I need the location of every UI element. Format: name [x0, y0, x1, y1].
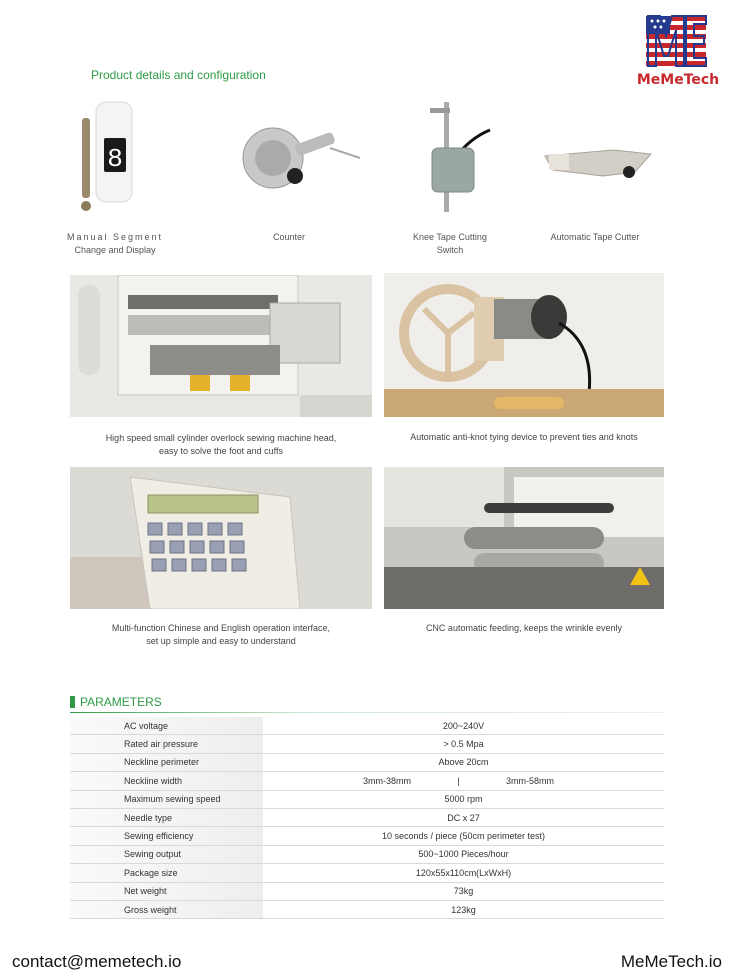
param-value: 200~240V — [263, 717, 664, 735]
thumb-segment-display — [78, 98, 138, 223]
caption-line: Multi-function Chinese and English operation interface, — [111, 623, 331, 633]
param-label: Sewing output — [70, 845, 263, 863]
table-row — [70, 753, 664, 771]
param-label: Rated air pressure — [70, 735, 263, 753]
photo-control-panel — [70, 467, 372, 609]
caption-line: Automatic Tape Cutter — [550, 232, 640, 242]
brand-name: MeMeTech — [636, 72, 720, 88]
thumb-knee-switch — [410, 98, 500, 223]
table-row — [70, 864, 664, 882]
param-value: Above 20cm — [263, 753, 664, 771]
param-label: Neckline width — [70, 772, 263, 790]
photo-caption-4 — [373, 622, 675, 635]
param-value: 120x55x110cm(LxWxH) — [263, 864, 664, 882]
thumb-caption-3 — [400, 231, 500, 257]
param-label: Needle type — [70, 808, 263, 826]
table-row — [70, 900, 664, 918]
photo-caption-3 — [70, 622, 372, 648]
section-title: Product details and configuration — [91, 68, 266, 82]
table-row — [70, 845, 664, 863]
thumb-caption-2 — [244, 231, 334, 244]
photo-cnc-feeding — [384, 467, 664, 609]
photo-caption-2 — [373, 431, 675, 444]
parameters-title: PARAMETERS — [80, 695, 162, 709]
flag-logo-icon — [644, 12, 708, 70]
caption-line: easy to solve the foot and cuffs — [159, 446, 283, 456]
thumb-tape-cutter — [543, 142, 655, 192]
param-separator: | — [457, 775, 460, 786]
table-row — [70, 882, 664, 900]
thumb-counter — [235, 118, 365, 203]
caption-line: set up simple and easy to understand — [146, 636, 296, 646]
table-row — [70, 827, 664, 845]
param-label: Neckline perimeter — [70, 753, 263, 771]
caption-line: Automatic anti-knot tying device to prevent ties and knots — [410, 432, 638, 442]
table-row — [70, 772, 664, 790]
table-row — [70, 735, 664, 753]
photo-anti-knot — [384, 273, 664, 417]
parameters-table — [70, 717, 664, 919]
table-row — [70, 790, 664, 808]
thumb-caption-4 — [545, 231, 645, 244]
param-label: AC voltage — [70, 717, 263, 735]
caption-line: Manual Segment — [66, 232, 164, 242]
param-value: 73kg — [263, 882, 664, 900]
caption-line: Change and Display — [74, 245, 156, 255]
param-value: > 0.5 Mpa — [263, 735, 664, 753]
divider — [70, 712, 664, 713]
table-row — [70, 808, 664, 826]
param-value-b: 3mm-58mm — [505, 775, 554, 786]
param-value: DC x 27 — [263, 808, 664, 826]
param-value-a: 3mm-38mm — [363, 775, 412, 786]
caption-line: Knee Tape Cutting — [413, 232, 487, 242]
param-label: Maximum sewing speed — [70, 790, 263, 808]
caption-line: Counter — [272, 232, 306, 242]
parameters-heading — [70, 695, 162, 709]
param-label: Net weight — [70, 882, 263, 900]
param-value: 123kg — [263, 900, 664, 918]
website-link[interactable]: MeMeTech.io — [620, 952, 722, 971]
param-value: 500~1000 Pieces/hour — [263, 845, 664, 863]
contact-email-link[interactable]: contact@memetech.io — [12, 952, 182, 971]
photo-overlock-head — [70, 275, 372, 417]
param-label: Gross weight — [70, 900, 263, 918]
param-label: Sewing efficiency — [70, 827, 263, 845]
caption-line: CNC automatic feeding, keeps the wrinkle evenly — [425, 623, 623, 633]
param-value: 10 seconds / piece (50cm perimeter test) — [263, 827, 664, 845]
param-value — [263, 772, 664, 790]
param-label: Package size — [70, 864, 263, 882]
caption-line: Switch — [436, 245, 464, 255]
param-value: 5000 rpm — [263, 790, 664, 808]
brand-logo — [636, 10, 720, 90]
photo-caption-1 — [70, 432, 372, 458]
heading-bar — [70, 696, 75, 708]
table-row — [70, 717, 664, 735]
caption-line: High speed small cylinder overlock sewing machine head, — [105, 433, 337, 443]
thumb-caption-1 — [60, 231, 170, 257]
svg-text:8: 8 — [107, 144, 123, 174]
